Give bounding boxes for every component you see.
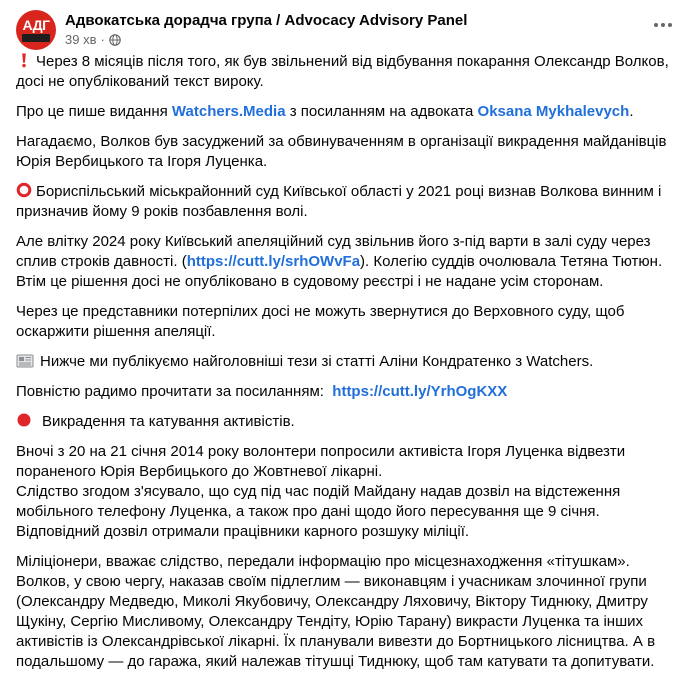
paragraph-4-text: Бориспільський міськрайонний суд Київської області у 2021 році визнав Волкова винним і призначив йому 9 років позбавлення волі.: [16, 183, 662, 220]
paragraph-7: [16, 352, 680, 372]
paragraph-11: Міліціонери, вважає слідство, передали інформацію про місцезнаходження «тітушкам». Волков, у свою чергу, наказав своїм підлеглим — виконавцям і учасникам злочинної групи (Олександру Медведю, Миколі Якубовичу, Олександру Ляховичу, Віктору Тиднюку, Дмитру Щукіну, Сергію Мисливому, Олександру Тендіту, Юрію Тарану) викрасти Луценка та інших активістів із Олександрівської лікарні. Їх планували вивезти до Бортницького лісництва. А в подальшому — до гаража, який належав тітушці Тиднюку, щоб там катувати та допитувати.: [16, 553, 656, 670]
paragraph-6: Через це представники потерпілих досі не можуть звернутися до Верховного суду, щоб оскаржити рішення апеляції.: [16, 303, 625, 340]
newspaper-icon: [16, 353, 34, 369]
paragraph-5-text: Але влітку 2024 року Київський апеляційний суд звільнив його з-під варти в залі суду через сплив строків давності. (: [16, 233, 651, 270]
court-ruling-link[interactable]: https://cutt.ly/srhOWvFa: [186, 253, 361, 270]
paragraph-4: [16, 182, 680, 222]
page-name-link[interactable]: Адвокатська дорадча група / Advocacy Advisory Panel: [65, 12, 468, 29]
paragraph-10: [16, 442, 680, 542]
article-link[interactable]: https://cutt.ly/YrhOgKXX: [332, 383, 508, 400]
avatar-text: АДГ: [22, 17, 50, 33]
red-exclamation-icon: [16, 52, 32, 68]
paragraph-10-line-1: Вночі з 20 на 21 січня 2014 року волонтери попросили активіста Ігоря Луценка відвезти пораненого Юрія Вербицького до Жовтневої лікарні.: [16, 443, 626, 480]
avatar[interactable]: [16, 10, 56, 50]
more-options-icon[interactable]: [650, 12, 676, 38]
red-hollow-circle-icon: [16, 182, 32, 198]
paragraph-8-text: Повністю радимо прочитати за посиланням:: [16, 383, 333, 400]
paragraph-3: Нагадаємо, Волков був засуджений за обвинуваченням в організації викрадення майданівців Юрія Вербицького та Ігоря Луценка.: [16, 133, 667, 170]
paragraph-5-text-end: ). Колегію суддів очолювала Тетяна Тютюн. Втім це рішення досі не опубліковано в судовому реєстрі і не надане усім сторонам.: [16, 253, 663, 290]
post-time[interactable]: 39 хв: [65, 32, 97, 47]
paragraph-2-text-middle: з посиланням на адвоката: [285, 103, 478, 120]
red-circle-icon: [16, 412, 32, 428]
meta-separator: ·: [100, 32, 105, 47]
post-meta: [65, 32, 121, 47]
paragraph-8: [16, 382, 680, 402]
paragraph-2-text-end: .: [629, 103, 634, 120]
oksana-mykhalevych-link[interactable]: Oksana Mykhalevych: [477, 103, 630, 120]
paragraph-5: [16, 232, 680, 292]
post-body: [16, 52, 680, 682]
paragraph-2-text: Про це пише видання: [16, 103, 172, 120]
paragraph-10-line-2: Слідство згодом з'ясувало, що суд під час подій Майдану надав дозвіл на відстеження мобільного телефону Луценка, а також про дані щодо його пересування ще 9 січня. Відповідний дозвіл отримали працівники карного розшуку міліції.: [16, 483, 621, 540]
watchers-media-link[interactable]: Watchers.Media: [171, 103, 286, 120]
paragraph-1: [16, 52, 680, 92]
paragraph-7-text: Нижче ми публікуємо найголовніші тези зі статті Аліни Кондратенко з Watchers.: [40, 353, 594, 370]
post-header: [16, 10, 692, 50]
paragraph-9-text: Викрадення та катування активістів.: [42, 413, 295, 430]
paragraph-2: [16, 102, 680, 122]
paragraph-9: [16, 412, 680, 432]
globe-icon: [109, 34, 121, 46]
paragraph-1-text: Через 8 місяців після того, як був звільнений від відбування покарання Олександр Волков, досі не опублікований текст вироку.: [16, 53, 669, 90]
avatar-stripe: [22, 34, 50, 42]
